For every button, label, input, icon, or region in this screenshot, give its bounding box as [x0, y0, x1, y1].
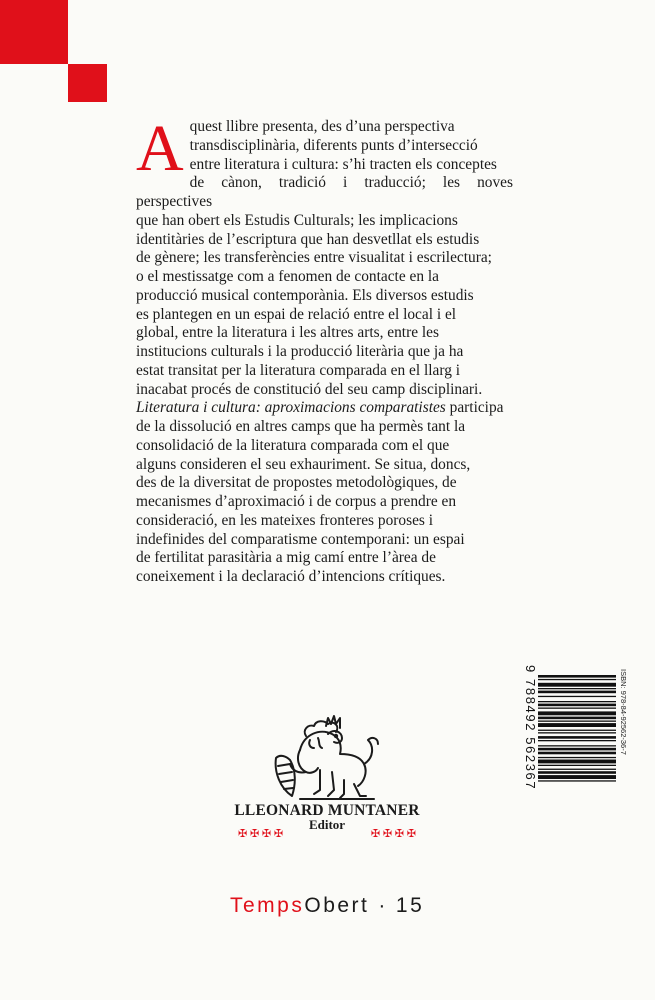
blurb-line: mecanismes d’aproximació i de corpus a prendre en — [136, 493, 457, 510]
publisher-logo — [232, 710, 422, 840]
blurb-line: de la dissolució en altres camps que ha permès tant la — [136, 418, 466, 435]
blurb-line: o el mestissatge com a fenomen de contacte en la — [136, 268, 439, 285]
blurb-line: de fertilitat parasitària a mig camí entre l’àrea de — [136, 549, 436, 567]
ornament-right-icon: ✠ ✠ ✠ ✠ — [370, 828, 416, 840]
barcode-icon — [538, 675, 616, 845]
blurb-line-tail: participa — [445, 399, 504, 417]
drop-cap: A — [136, 112, 184, 185]
blurb-line: consolidació de la literatura comparada com el que — [136, 436, 450, 454]
ornament-left-icon: ✠ ✠ ✠ ✠ — [238, 828, 284, 840]
blurb-line: que han obert els Estudis Culturals; les implicacions — [136, 211, 458, 229]
blurb-line: institucions culturals i la producció literària que ja ha — [136, 343, 464, 360]
series-name-part1: Temps — [230, 894, 305, 917]
blurb-line: estat transitat per la literatura comparada en el llarg i — [136, 361, 461, 379]
blurb-line: identitàries de l’escriptura que han desvetllat els estudis — [136, 230, 480, 248]
blurb-line: producció musical contemporània. Els diversos estudis — [136, 286, 474, 304]
blurb-line: quest llibre presenta, des d’una perspectiva — [189, 118, 455, 135]
blurb-line: es plantegen en un espai de relació entre el local i el — [136, 305, 457, 323]
isbn-label: ISBN: 978-84-92562-36-7 — [619, 669, 628, 755]
isbn-digits: 9 788492 562367 — [523, 665, 538, 791]
blurb-line: consideració, en les mateixes fronteres poroses i — [136, 511, 434, 529]
blurb-line: global, entre la literatura i les altres arts, entre les — [136, 324, 439, 342]
blurb-line: de gènere; les transferències entre visualitat i escrilectura; — [136, 249, 492, 267]
back-cover-blurb — [136, 112, 513, 587]
lion-emblem-icon — [270, 710, 384, 802]
series-name-part2: Obert — [304, 894, 370, 917]
blurb-line: coneixement i la declaració d’intencions crítiques. — [136, 568, 446, 585]
book-title: Literatura i cultura: aproximacions comparatistes — [136, 399, 446, 417]
blurb-line: des de la diversitat de propostes metodològiques, de — [136, 474, 457, 492]
publisher-subtitle: Editor — [308, 817, 346, 832]
blurb-line: inacabat procés de constitució del seu camp disciplinari. — [136, 380, 483, 398]
blurb-line: alguns consideren el seu exhauriment. Se situa, doncs, — [136, 455, 471, 473]
red-square-large — [0, 0, 68, 64]
blurb-line: indefinides del comparatisme contemporani: un espai — [136, 530, 465, 548]
series-label — [230, 894, 424, 918]
series-separator: · — [378, 894, 388, 917]
blurb-line: transdisciplinària, diferents punts d’intersecció — [189, 136, 478, 154]
blurb-line: de cànon, tradició i traducció; les noves perspectives — [136, 174, 513, 210]
red-square-small — [68, 64, 107, 102]
blurb-line — [136, 399, 513, 418]
blurb-line: entre literatura i cultura: s’hi tracten els conceptes — [189, 155, 497, 173]
isbn-barcode — [520, 665, 632, 850]
publisher-name: LLEONARD MUNTANER — [234, 802, 420, 819]
series-number: 15 — [395, 894, 425, 917]
